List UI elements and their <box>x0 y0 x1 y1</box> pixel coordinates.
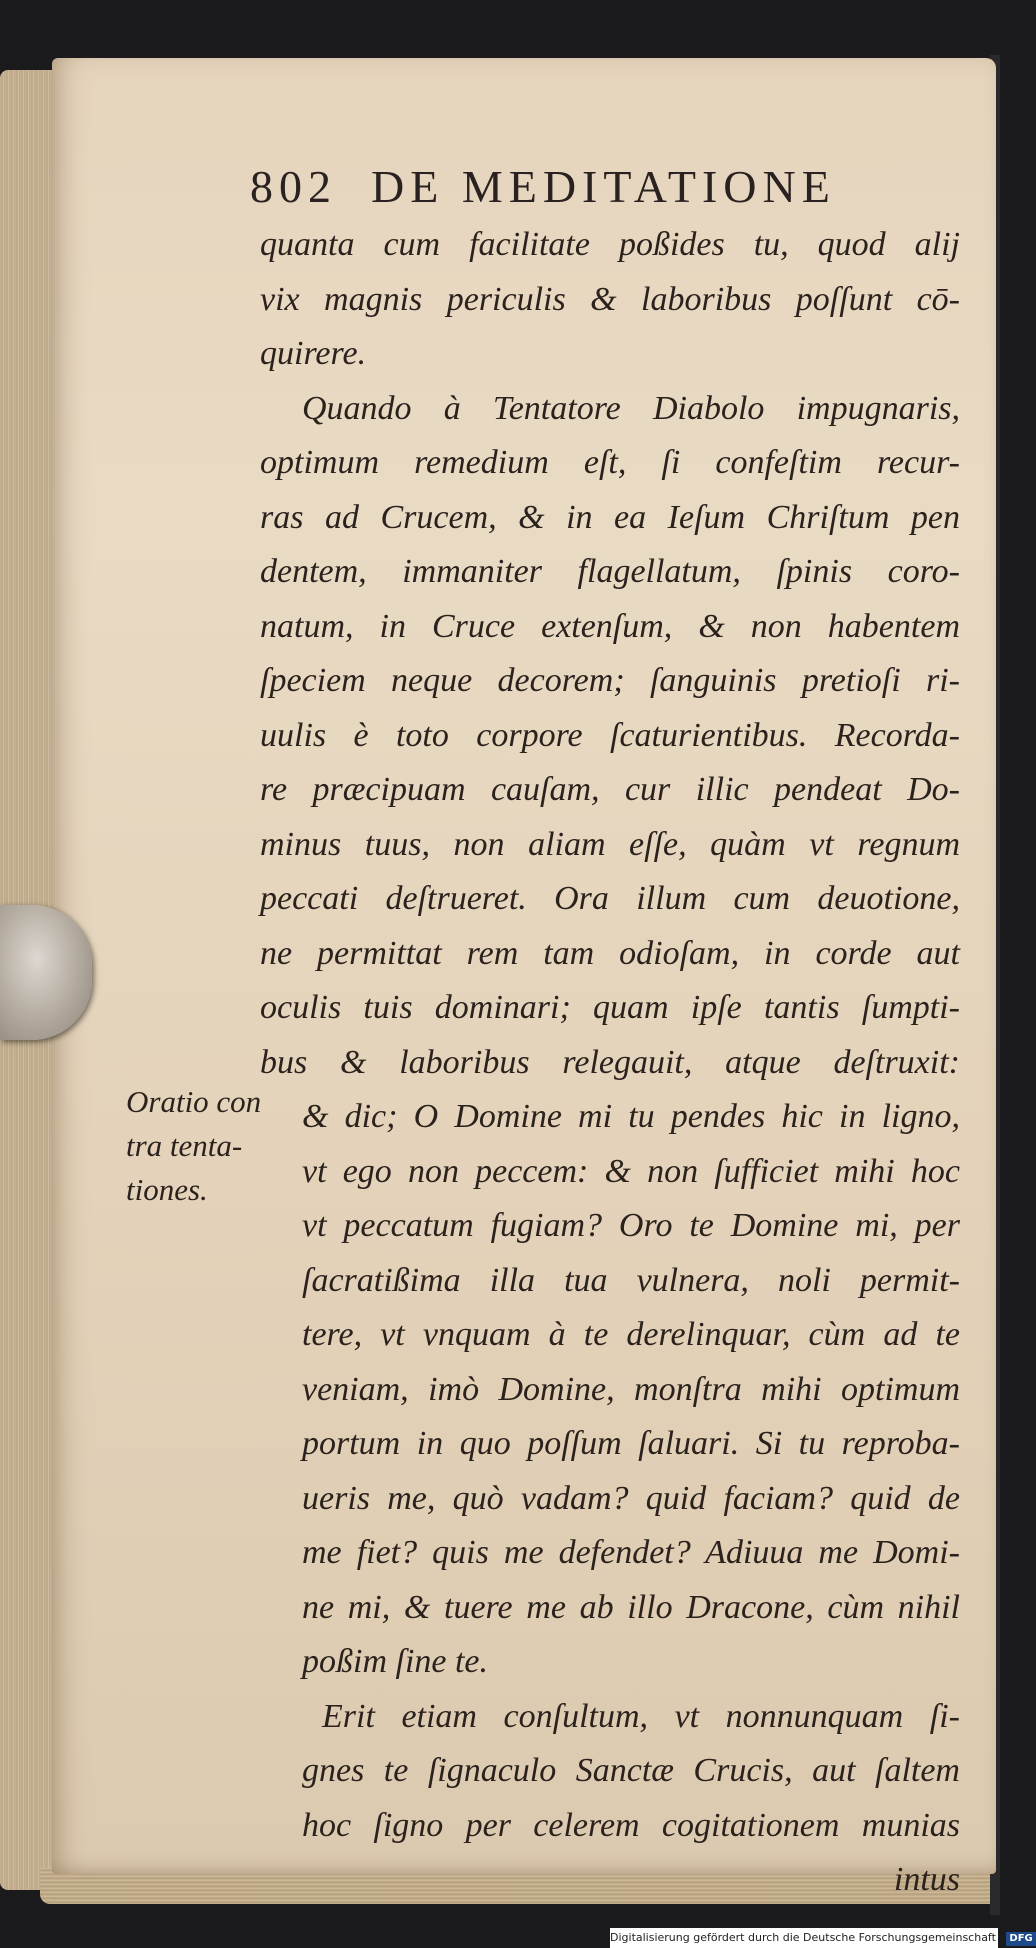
text-line: vt peccatum fugiam? Oro te Domine mi, per <box>302 1207 960 1244</box>
text-line: & dic; O Domine mi tu pendes hic in ligno, <box>302 1098 960 1135</box>
text-line: quanta cum facilitate poßides tu, quod alij <box>260 226 960 263</box>
text-line: ne permittat rem tam odioſam, in corde aut <box>260 934 960 972</box>
text-line: re præcipuam cauſam, cur illic pendeat Do- <box>260 771 960 808</box>
text-line: quirere. <box>260 335 367 372</box>
text-line: Erit etiam conſultum, vt nonnunquam ſi- <box>322 1697 960 1735</box>
text-line: hoc ſigno per celerem cogitationem munias <box>302 1806 960 1844</box>
running-head-title: DE MEDITATIONE <box>371 161 836 212</box>
text-line: ſpeciem neque decorem; ſanguinis pretioſi ri- <box>260 662 960 699</box>
text-line: dentem, immaniter flagellatum, ſpinis coro- <box>260 553 960 590</box>
text-line: natum, in Cruce extenſum, & non habentem <box>260 607 960 645</box>
marginal-note-line: Oratio con <box>126 1084 262 1119</box>
text-line: poßim ſine te. <box>302 1643 489 1680</box>
credit-text: Digitalisierung gefördert durch die Deutsche Forschungsgemeinschaft - <box>610 1931 1004 1944</box>
dfg-logo: DFG <box>1006 1932 1035 1946</box>
text-line: peccati deſtrueret. Ora illum cum deuotione, <box>260 880 960 917</box>
text-line: ne mi, & tuere me ab illo Dracone, cùm nihil <box>302 1588 960 1626</box>
text-line: ueris me, quò vadam? quid faciam? quid de <box>302 1479 960 1517</box>
text-line: vt ego non peccem: & non ſufficiet mihi hoc <box>302 1152 960 1190</box>
text-line: me fiet? quis me defendet? Adiuua me Domi- <box>302 1534 960 1571</box>
text-line: ras ad Crucem, & in ea Ieſum Chriſtum pen <box>260 498 960 536</box>
catchword: intus <box>893 1861 960 1898</box>
text-line: vix magnis periculis & laboribus poſſunt cō- <box>260 280 960 318</box>
text-line: portum in quo poſſum ſaluari. Si tu reproba- <box>302 1425 960 1462</box>
marginal-note-line: tra tenta- <box>126 1128 243 1163</box>
marginal-note-line: tiones. <box>126 1172 208 1207</box>
running-head <box>250 160 970 220</box>
marginal-note <box>126 1080 286 1212</box>
text-line: uulis è toto corpore ſcaturientibus. Recorda- <box>260 716 960 754</box>
page-number: 802 <box>250 161 337 212</box>
text-line: tere, vt vnquam à te derelinquar, cùm ad te <box>302 1316 960 1353</box>
text-line: gnes te ſignaculo Sanctæ Crucis, aut ſaltem <box>302 1752 960 1789</box>
body-text <box>260 218 960 1908</box>
text-line: ſacratißima illa tua vulnera, noli permit- <box>302 1261 960 1299</box>
text-line: Quando à Tentatore Diabolo impugnaris, <box>302 389 960 427</box>
text-line: optimum remedium eſt, ſi confeſtim recur- <box>260 444 960 481</box>
digitization-credit <box>610 1928 1033 1948</box>
text-line: veniam, imò Domine, monſtra mihi optimum <box>302 1370 960 1408</box>
text-line: bus & laboribus relegauit, atque deſtruxit: <box>260 1043 960 1081</box>
text-line: oculis tuis dominari; quam ipſe tantis ſumpti- <box>260 989 960 1026</box>
text-line: minus tuus, non aliam eſſe, quàm vt regnum <box>260 825 960 863</box>
